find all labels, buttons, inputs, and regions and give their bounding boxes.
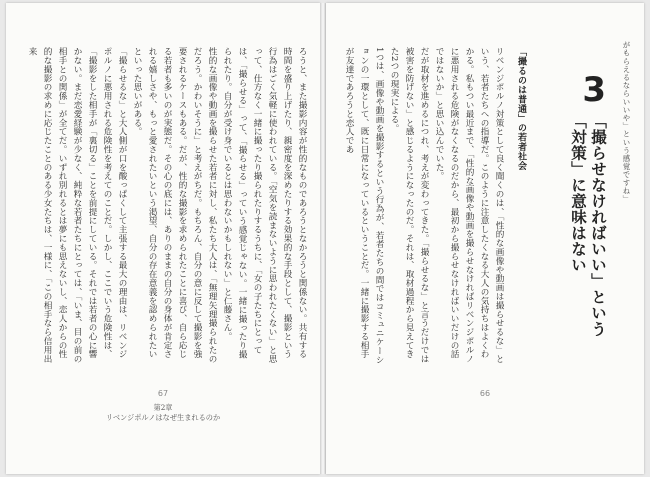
left-page-footer bbox=[6, 403, 320, 423]
right-page-number: 66 bbox=[479, 389, 491, 398]
footer-chapter: 第2章 bbox=[153, 403, 173, 412]
right-page bbox=[326, 3, 644, 474]
section-heading: 「撮るのは普通」の若者社会 bbox=[516, 47, 526, 171]
left-page-number: 67 bbox=[157, 389, 169, 398]
left-page-body-text: ろうと、また撮影内容が性的なものであろうとなかろうと関係ない。共有する時間を盛り上げたり、親密度を深めたりする効果的な手段として、撮影という行為はごく気軽に使われている。「空気を読まないように思われたくない」と思って、仕方なく一緒に撮ったり撮られたりするうちに、「女の子たちにとっては、「撮らせる」って、「撮らせる」っていう感覚じゃない。一緒に撮ったり撮られたり。自分が受け身でいるとは思わないかもしれない」と仁藤さん。 性的な画像や動画を撮らせた若者に対し、私たち大人は、「無理矢理撮られたのだろう。かわいそうに」と考えがちだ。もちろん、自分の意に反して撮影を強要されるケースもある。だが、性的な撮影を求められたことに喜び、自ら応じる若者も多いのが実態だ。その心の底には、ありのままの自分の身体が肯定される嬉しさや、もっと愛されたいという渇望、自分の存在意義を認められたいといった思いがある。 「撮らせるな」と大人側が口を酸っぱくして主張する最大の理由は、リベンジポルノに悪用される危険性を考えてのことだ。しかし、ここでいう危険性は、「撮影をした相手が「裏切る」ことを前提にしている。それでは若者の心に響かない。まだ恋愛経験が少なく、純粋な若者たちにとっては、「いま、目の前の相手との関係」が全てだ。いずれ別れるとは夢にも思えないし、恋人からの性的な撮影の求めに応じたことのある少女たちは、一様に、「この相手なら信用出来 bbox=[27, 47, 307, 364]
chapter-number: 3 bbox=[582, 70, 606, 110]
chapter-title: 「撮らせなければいい」という「対策」に意味はない bbox=[569, 113, 607, 337]
footer-title: リベンジポルノはなぜ生まれるのか bbox=[105, 413, 221, 422]
right-page-body-text: リベンジポルノ対策として良く聞くのは、「性的な画像や動画は撮らせるな」という、若者たちへの指導だ。このように注意したくなる大人の気持ちはよくわかる。私もつい最近まで、「性的な画像や動画を撮らせなければリベンジポルノに悪用される危険がなくなるのだから、最初から撮らせなければいいだけの話ではないか」と思い込んでいた。 だが取材を進めるにつれ、考えが変わってきた。「撮らせるな」と言うだけでは被害を防げない」と感じるようになったのだ。それは、取材過程から見えてきた2つの現実による。 1つは、画像や動画を撮影するという行為が、若者たちの間ではコミュニケーションの一環として、既に日常になっているということだ。一緒に撮影する相手が友達であろうと恋人であ bbox=[344, 47, 504, 365]
left-page bbox=[6, 3, 320, 474]
running-head: がもらえるならいいや」という感覚ですね」 bbox=[622, 41, 631, 203]
